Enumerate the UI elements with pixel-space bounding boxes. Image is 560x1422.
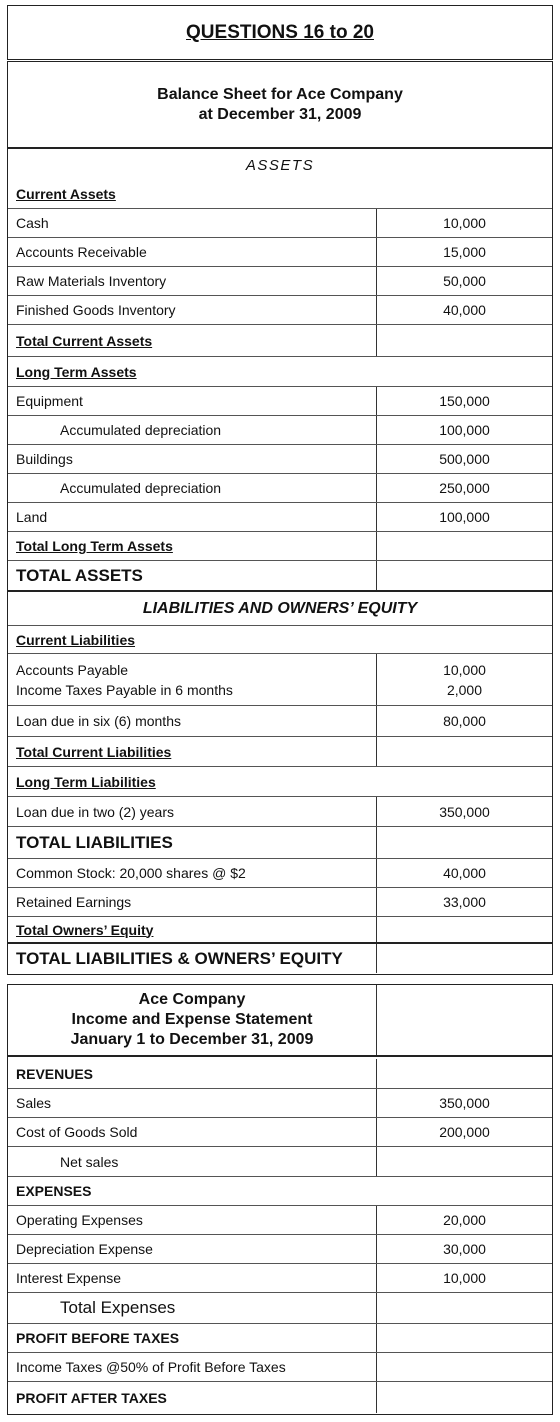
table-row	[8, 503, 552, 532]
current-assets-heading: Current Assets	[16, 185, 116, 202]
total-long-term-assets-row	[8, 532, 552, 561]
table-row	[8, 1118, 552, 1147]
row-value: 100,000	[376, 503, 552, 531]
table-row	[8, 474, 552, 503]
row-label: Retained Earnings	[16, 894, 132, 910]
row-label: Accounts Receivable	[16, 244, 147, 260]
row-value: 40,000	[376, 296, 552, 324]
revenues-heading-row	[8, 1059, 552, 1089]
current-liabilities-heading: Current Liabilities	[16, 631, 136, 648]
net-sales-label: Net sales	[60, 1153, 119, 1170]
total-expenses-row	[8, 1293, 552, 1324]
liabilities-heading-row	[8, 592, 552, 626]
questions-header-box	[7, 5, 553, 60]
table-row	[8, 267, 552, 296]
total-liabilities-value	[376, 827, 552, 858]
table-row	[8, 296, 552, 325]
row-label: Accumulated depreciation	[60, 480, 222, 496]
liabilities-heading: LIABILITIES AND OWNERS’ EQUITY	[142, 599, 418, 617]
row-label: Accumulated depreciation	[60, 422, 222, 438]
current-liabilities-heading-row	[8, 626, 552, 654]
row-value: 350,000	[376, 1089, 552, 1117]
row-label: Buildings	[16, 451, 73, 467]
table-row	[8, 1235, 552, 1264]
total-liabilities-equity-label: TOTAL LIABILITIES & OWNERS’ EQUITY	[16, 948, 343, 968]
row-value: 33,000	[376, 888, 552, 916]
row-value: 30,000	[376, 1235, 552, 1263]
row-value: 150,000	[376, 387, 552, 415]
table-row	[8, 416, 552, 445]
row-value: 200,000	[376, 1118, 552, 1146]
row-value: 80,000	[376, 706, 552, 736]
title-value-cell	[376, 985, 552, 1055]
expenses-heading: EXPENSES	[16, 1183, 92, 1199]
row-label: Loan due in two (2) years	[16, 803, 174, 820]
row-value: 10,000	[376, 1264, 552, 1292]
total-liabilities-equity-row	[8, 944, 552, 973]
total-expenses-label: Total Expenses	[60, 1298, 176, 1317]
total-assets-row	[8, 561, 552, 592]
statement-period: January 1 to December 31, 2009	[70, 1031, 314, 1048]
net-sales-value	[376, 1147, 552, 1176]
row-value-group	[376, 654, 552, 705]
long-term-assets-heading: Long Term Assets	[16, 363, 137, 380]
row-label: Finished Goods Inventory	[16, 302, 176, 318]
row-label: Accounts Payable	[16, 661, 129, 678]
row-label: Loan due in six (6) months	[16, 713, 181, 729]
row-value: 10,000	[376, 209, 552, 237]
row-label: Land	[16, 509, 48, 525]
balance-sheet-date: at December 31, 2009	[198, 105, 362, 123]
table-row	[8, 888, 552, 917]
total-current-assets-label: Total Current Assets	[16, 332, 153, 349]
table-row	[8, 797, 552, 827]
row-label: Common Stock: 20,000 shares @ $2	[16, 865, 246, 881]
row-value: 40,000	[376, 859, 552, 887]
current-assets-heading-row	[8, 179, 552, 209]
row-label: Raw Materials Inventory	[16, 273, 167, 289]
profit-before-taxes-row	[8, 1324, 552, 1353]
row-label: Sales	[16, 1095, 52, 1111]
balance-sheet-title: Balance Sheet for Ace Company	[157, 85, 403, 103]
assets-heading-row	[8, 151, 552, 179]
row-value: 10,000	[443, 661, 486, 678]
income-statement-title-row	[8, 985, 552, 1057]
company-name: Ace Company	[138, 991, 246, 1008]
profit-after-taxes-row	[8, 1382, 552, 1413]
profit-after-taxes-label: PROFIT AFTER TAXES	[16, 1389, 167, 1406]
row-value: 50,000	[376, 267, 552, 295]
total-owners-equity-label: Total Owners’ Equity	[16, 921, 154, 938]
row-value: 500,000	[376, 445, 552, 473]
table-row	[8, 445, 552, 474]
row-label: Interest Expense	[16, 1270, 122, 1286]
total-current-liabilities-row	[8, 737, 552, 767]
table-row	[8, 706, 552, 737]
row-value: 100,000	[376, 416, 552, 444]
statement-title: Income and Expense Statement	[71, 1011, 313, 1028]
long-term-liabilities-heading: Long Term Liabilities	[16, 773, 156, 790]
table-row	[8, 1089, 552, 1118]
total-liabilities-row	[8, 827, 552, 859]
row-label: Operating Expenses	[16, 1212, 143, 1228]
income-taxes-row	[8, 1353, 552, 1382]
total-owners-equity-row	[8, 917, 552, 944]
total-assets-label: TOTAL ASSETS	[16, 565, 143, 585]
total-liabilities-equity-value	[376, 944, 552, 973]
table-row	[8, 859, 552, 888]
total-assets-value	[376, 561, 552, 590]
total-current-liabilities-value	[376, 737, 552, 766]
table-row	[8, 1206, 552, 1235]
table-row	[8, 654, 552, 706]
total-current-assets-value	[376, 325, 552, 356]
page-title: QUESTIONS 16 to 20	[186, 21, 374, 43]
row-value: 2,000	[446, 681, 483, 698]
table-row	[8, 238, 552, 267]
total-long-term-assets-label: Total Long Term Assets	[16, 538, 173, 554]
long-term-liabilities-heading-row	[8, 767, 552, 797]
expenses-heading-row	[8, 1177, 552, 1206]
assets-heading: ASSETS	[245, 156, 315, 174]
table-row	[8, 387, 552, 416]
net-sales-row	[8, 1147, 552, 1177]
row-value: 15,000	[376, 238, 552, 266]
revenues-heading: REVENUES	[16, 1065, 94, 1082]
table-row	[8, 1264, 552, 1293]
income-taxes-value	[376, 1353, 552, 1381]
row-label-group	[16, 654, 233, 705]
row-value: 20,000	[376, 1206, 552, 1234]
row-label: Income Taxes Payable in 6 months	[16, 681, 233, 698]
row-label: Depreciation Expense	[16, 1241, 153, 1257]
revenues-value-cell	[376, 1059, 552, 1088]
income-taxes-label: Income Taxes @50% of Profit Before Taxes	[16, 1359, 286, 1375]
total-expenses-value	[376, 1293, 552, 1323]
total-long-term-assets-value	[376, 532, 552, 560]
total-current-liabilities-label: Total Current Liabilities	[16, 743, 172, 760]
long-term-assets-heading-row	[8, 357, 552, 387]
profit-before-taxes-value	[376, 1324, 552, 1352]
total-current-assets-row	[8, 325, 552, 357]
balance-sheet	[7, 61, 553, 975]
balance-sheet-title-row	[8, 62, 552, 149]
row-value: 350,000	[376, 797, 552, 826]
row-label: Cost of Goods Sold	[16, 1124, 138, 1140]
row-value: 250,000	[376, 474, 552, 502]
profit-after-taxes-value	[376, 1382, 552, 1413]
row-label: Equipment	[16, 393, 83, 409]
row-label: Cash	[16, 215, 49, 231]
total-liabilities-label: TOTAL LIABILITIES	[16, 832, 173, 852]
profit-before-taxes-label: PROFIT BEFORE TAXES	[16, 1330, 180, 1346]
total-owners-equity-value	[376, 917, 552, 942]
income-statement	[7, 984, 553, 1415]
table-row	[8, 209, 552, 238]
